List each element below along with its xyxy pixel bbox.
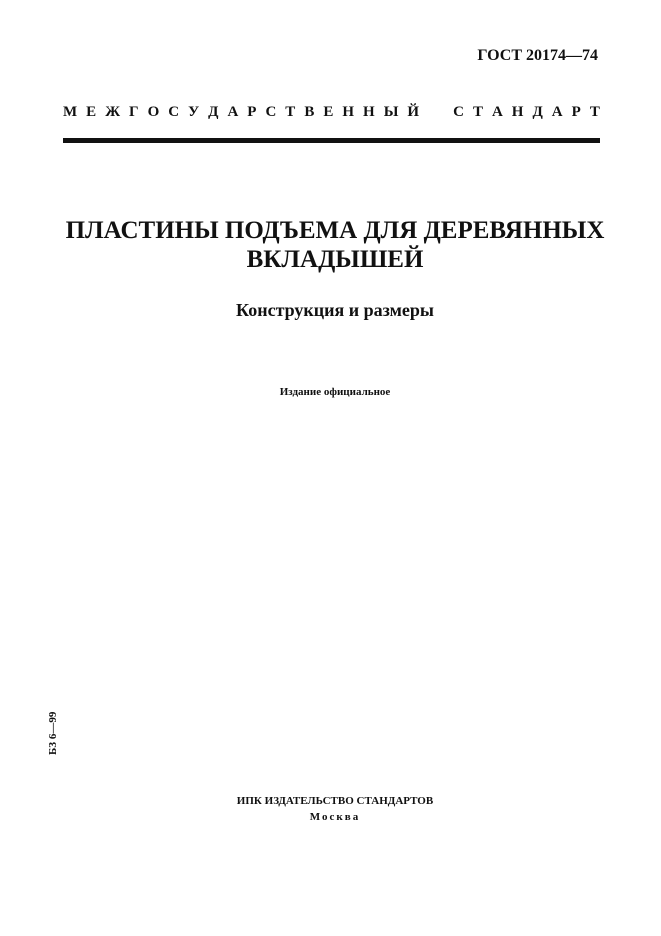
standard-type-letter: Р	[247, 104, 257, 120]
standard-type-letter: С	[265, 104, 277, 120]
document-title-line-1: ПЛАСТИНЫ ПОДЪЕМА ДЛЯ ДЕРЕВЯННЫХ	[65, 217, 605, 244]
document-title	[40, 216, 630, 274]
standard-type-letter: Н	[511, 104, 524, 120]
standard-type-letter: Т	[285, 104, 296, 120]
standard-type-heading	[63, 104, 600, 121]
standard-type-letter: А	[551, 104, 563, 120]
standard-type-letter: Ы	[383, 104, 399, 120]
publisher-city: Москва	[309, 811, 361, 823]
standard-type-letter: Т	[589, 104, 600, 120]
side-code: БЗ 6—99	[47, 711, 59, 755]
standard-type-letter: Н	[342, 104, 355, 120]
standard-type-letter: М	[63, 104, 78, 120]
standard-type-letter: Д	[208, 104, 219, 120]
standard-type-letter: С	[168, 104, 180, 120]
standard-type-letter: Ж	[105, 104, 121, 120]
standard-type-letter: О	[147, 104, 160, 120]
standard-type-letter: Й	[407, 104, 420, 120]
standard-type-letter: В	[304, 104, 315, 120]
standard-type-letter: Г	[129, 104, 139, 120]
standard-type-letter: Т	[472, 104, 483, 120]
publisher-name: ИПК ИЗДАТЕЛЬСТВО СТАНДАРТОВ	[236, 795, 434, 807]
standard-type-letter: У	[188, 104, 200, 120]
standard-type-letter: А	[491, 104, 503, 120]
document-subtitle: Конструкция и размеры	[236, 300, 434, 320]
document-title-line-2: ВКЛАДЫШЕЙ	[246, 246, 424, 273]
standard-type-letter: Д	[532, 104, 543, 120]
word-gap	[428, 104, 444, 121]
standard-type-letter: Р	[571, 104, 581, 120]
standard-type-letter: А	[227, 104, 239, 120]
standard-type-letter: Е	[86, 104, 97, 120]
standard-type-letter: С	[453, 104, 464, 120]
standard-number: ГОСТ 20174—74	[477, 47, 598, 64]
standard-type-letter: Н	[363, 104, 375, 120]
standard-type-letter: Е	[323, 104, 334, 120]
header-divider-rule	[63, 138, 600, 143]
edition-note: Издание официальное	[279, 386, 391, 398]
